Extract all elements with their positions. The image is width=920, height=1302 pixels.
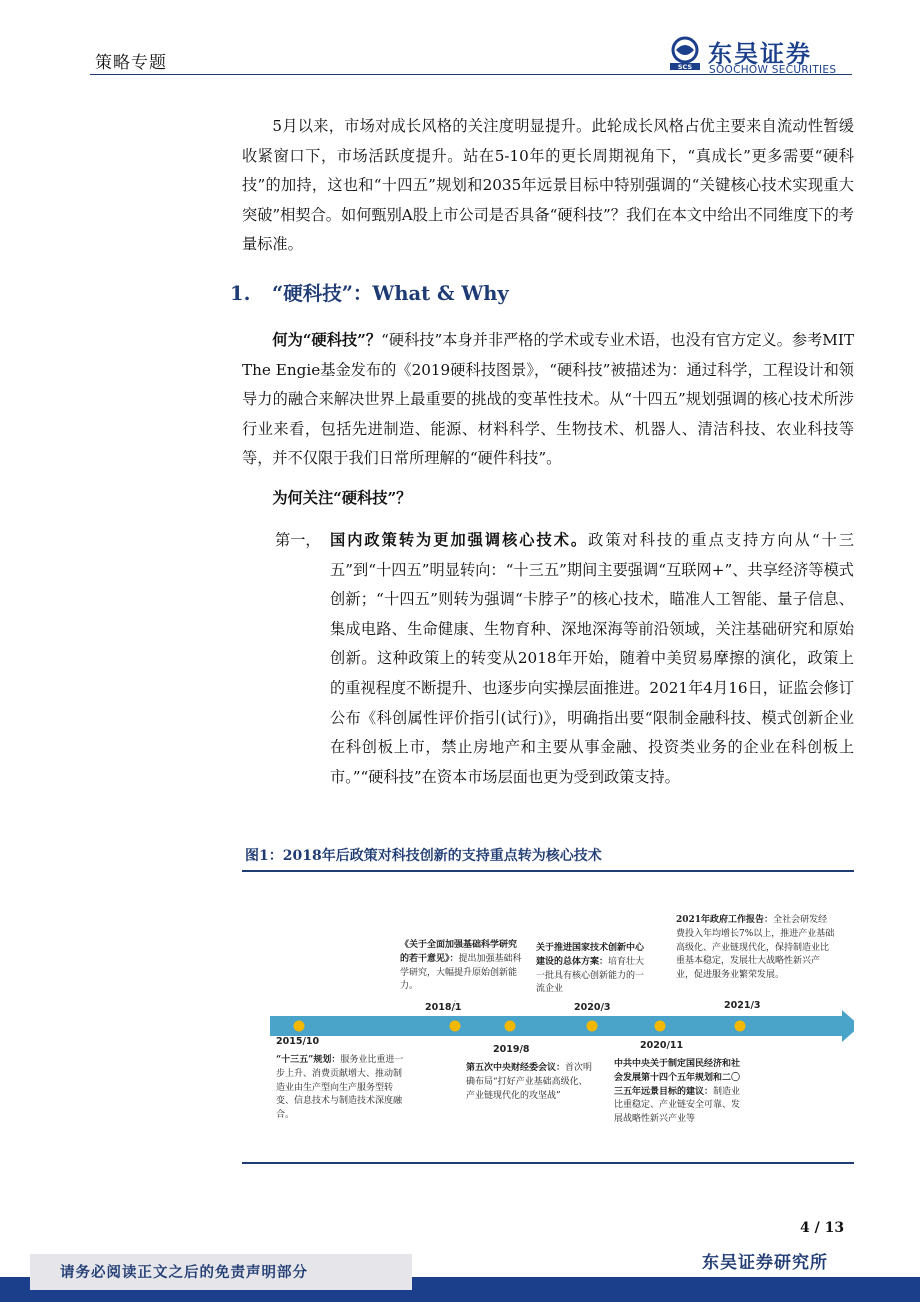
event-desc: 首次明确布局“打好产业基础高级化、产业链现代化的攻坚战” — [466, 1063, 593, 1101]
timeline-event-2019-8 — [466, 1062, 596, 1103]
item-first-text: 政策对科技的重点支持方向从“十三五”到“十四五”明显转向：“十三五”期间主要强调“互联网+”、共享经济等模式创新；“十四五”则转为强调“卡脖子”的核心技术，瞄准人工智能、量子信息、集成电路、生命健康、生物育种、深地深海等前沿领域，关注基础研究和原始创新。这种政策上的转变从2018年开始，随着中美贸易摩擦的演化，政策上的重视程度不断提升、也逐步向实操层面推进。2021年4月16日，证监会修订公布《科创属性评价指引(试行)》，明确指出要“限制金融科技、模式创新企业在科创板上市，禁止房地产和主要从事金融、投资类业务的企业在科创板上市。”“硬科技”在资本市场层面也更为受到政策支持。 — [330, 531, 855, 786]
event-desc: 提出加强基础科学研究，大幅提升原始创新能力。 — [400, 953, 522, 992]
event-title: 2021年政府工作报告： — [676, 915, 774, 925]
page-number: 4 / 13 — [800, 1220, 845, 1236]
what-paragraph — [242, 326, 854, 474]
event-title: 第五次中央财经委会议： — [466, 1063, 566, 1073]
timeline-event-2018-1 — [400, 939, 524, 994]
section-number: 1. — [230, 282, 251, 305]
figure-title: 图1：2018年后政策对科技创新的支持重点转为核心技术 — [245, 848, 602, 864]
section-title: 策略专题 — [95, 53, 167, 73]
timeline-date-2019-8: 2019/8 — [493, 1044, 530, 1055]
timeline-event-2020-11 — [614, 1058, 744, 1127]
disclaimer-link[interactable]: 请务必阅读正文之后的免责声明部分 — [60, 1264, 308, 1281]
event-title: “十三五”规划： — [276, 1055, 341, 1065]
timeline-date-2015-10: 2015/10 — [276, 1036, 320, 1047]
why-heading: 为何关注“硬科技”？ — [272, 489, 412, 507]
timeline-date-2021-3: 2021/3 — [724, 1000, 761, 1011]
timeline-dot-2020-3 — [587, 1021, 598, 1032]
timeline-arrow — [270, 1010, 854, 1042]
logo-english-name: SOOCHOW SECURITIES — [709, 64, 837, 76]
event-desc: 制造业比重稳定、产业链安全可靠、发展战略性新兴产业等 — [614, 1086, 741, 1125]
logo-chinese-name: 东吴证券 — [708, 40, 812, 68]
item-first-label: 第一， — [275, 531, 321, 549]
institute-name: 东吴证券研究所 — [702, 1253, 828, 1273]
event-title: 关于推进国家技术创新中心建设的总体方案： — [536, 943, 645, 967]
timeline-date-2020-11: 2020/11 — [640, 1040, 684, 1051]
figure-bottom-rule — [242, 1162, 854, 1164]
timeline-dot-2018-1 — [450, 1021, 461, 1032]
timeline-event-2015-10 — [276, 1054, 410, 1123]
event-desc: 服务业比重进一步上升、消费贡献增大、推动制造业由生产型向生产服务型转变、信息技术与制造技术深度融合。 — [276, 1055, 404, 1121]
event-desc: 培育壮大一批具有核心创新能力的一流企业 — [536, 956, 645, 995]
timeline-dot-2015-10 — [294, 1021, 305, 1032]
event-desc: 全社会研发经费投入年均增长7%以上，推进产业基础高级化、产业链现代化，保持制造业比重基本稳定，发展壮大战略性新兴产业，促进服务业繁荣发展。 — [676, 915, 835, 981]
event-title: 中共中央关于制定国民经济和社会发展第十四个五年规划和二〇三五年远景目标的建议： — [614, 1059, 741, 1097]
intro-paragraph: 5月以来，市场对成长风格的关注度明显提升。此轮成长风格占优主要来自流动性暂缓收紧窗口下，市场活跃度提升。站在5-10年的更长周期视角下，“真成长”更多需要“硬科技”的加持，这也和“十四五”规划和2035年远景目标中特别强调的“关键核心技术实现重大突破”相契合。如何甄别A股上市公司是否具备“硬科技”？我们在本文中给出不同维度下的考量标准。 — [242, 117, 854, 254]
timeline-dot-2020-11 — [655, 1021, 666, 1032]
timeline-dot-2019-8 — [505, 1021, 516, 1032]
section-heading — [230, 278, 509, 306]
timeline-date-2020-3: 2020/3 — [574, 1002, 611, 1013]
section-title-text: “硬科技”：What & Why — [272, 282, 509, 305]
what-answer: “硬科技”本身并非严格的学术或专业术语，也没有官方定义。参考MIT The Engie基金发布的《2019硬科技图景》，“硬科技”被描述为：通过科学，工程设计和领导力的融合来解决世界上最重要的挑战的变革性技术。从“十四五”规划强调的核心技术所涉行业来看，包括先进制造、能源、材料科学、生物技术、机器人、清洁科技、农业科技等等，并不仅限于我们日常所理解的“硬件科技”。 — [242, 331, 854, 468]
logo-mark-text: SCS — [677, 63, 693, 70]
timeline-dot-2021-3 — [735, 1021, 746, 1032]
timeline-date-2018-1: 2018/1 — [425, 1002, 462, 1013]
timeline-event-2020-3 — [536, 942, 652, 997]
timeline-event-2021-3 — [676, 914, 836, 983]
item-first-body — [330, 526, 854, 792]
event-title: 《关于全面加强基础科学研究的若干意见》： — [400, 940, 518, 964]
company-logo-icon — [668, 36, 702, 70]
what-question: 何为“硬科技”？ — [272, 331, 382, 349]
item-first-lead: 国内政策转为更加强调核心技术。 — [330, 531, 589, 549]
